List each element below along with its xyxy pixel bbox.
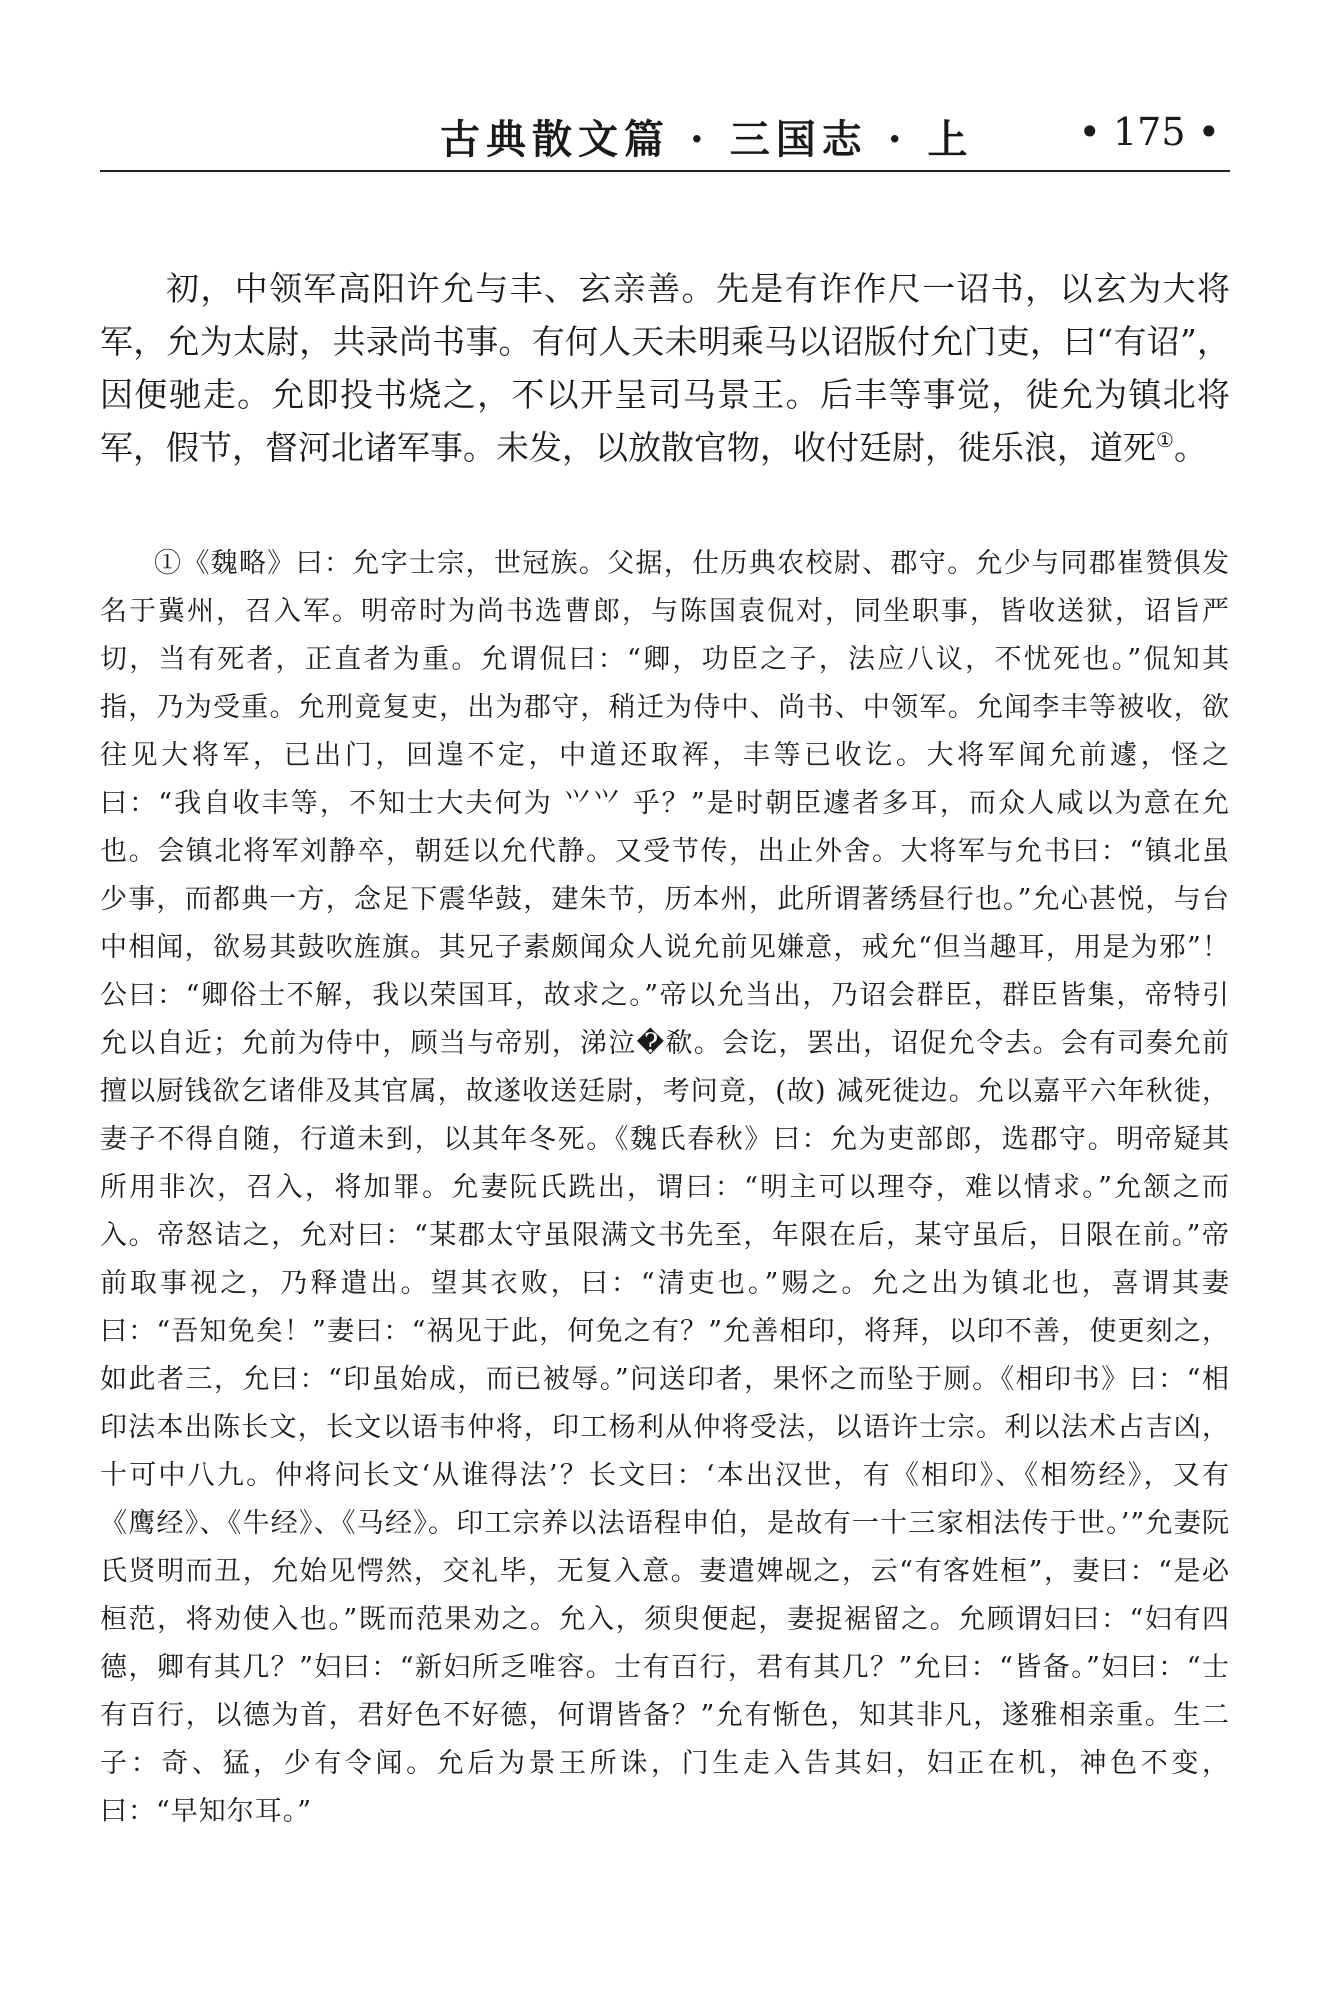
page-header (100, 100, 1230, 172)
main-paragraph-end: 。 (1173, 428, 1207, 467)
footnote-reference[interactable]: ① (1156, 428, 1174, 452)
footnote-text: ①《魏略》曰：允字士宗，世冠族。父据，仕历典农校尉、郡守。允少与同郡崔赞俱发名于冀州，召入军。明帝时为尚书选曹郎，与陈国袁侃对，同坐职事，皆收送狱，诏旨严切，当有死者，正直者为重。允谓侃曰：“卿，功臣之子，法应八议，不忧死也。”侃知其指，乃为受重。允刑竟复吏，出为郡守，稍迁为侍中、尚书、中领军。允闻李丰等被收，欲往见大将军，已出门，回遑不定，中道还取裈，丰等已收讫。大将军闻允前遽，怪之曰：“我自收丰等，不知士大夫何为 ⺍⺍ 乎？”是时朝臣遽者多耳，而众人咸以为意在允也。会镇北将军刘静卒，朝廷以允代静。又受节传，出止外舍。大将军与允书曰：“镇北虽少事，而都典一方，念足下震华鼓，建朱节，历本州，此所谓著绣昼行也。”允心甚悦，与台中相闻，欲易其鼓吹旌旗。其兄子素颇闻众人说允前见嫌意，戒允“但当趣耳，用是为邪”！公曰：“卿俗士不解，我以荣国耳，故求之。”帝以允当出，乃诏会群臣，群臣皆集，帝特引允以自近；允前为侍中，顾当与帝别，涕泣�欷。会讫，罢出，诏促允令去。会有司奏允前擅以厨钱欲乞诸俳及其官属，故遂收送廷尉，考问竟，(故) 减死徙边。允以嘉平六年秋徙，妻子不得自随，行道未到，以其年冬死。《魏氏春秋》曰：允为吏部郎，选郡守。明帝疑其所用非次，召入，将加罪。允妻阮氏跣出，谓曰：“明主可以理夺，难以情求。”允颔之而入。帝怒诘之，允对曰：“某郡太守虽限满文书先至，年限在后，某守虽后，日限在前。”帝前取事视之，乃释遣出。望其衣败，曰：“清吏也。”赐之。允之出为镇北也，喜谓其妻曰：“吾知免矣！”妻曰：“祸见于此，何免之有？”允善相印，将拜，以印不善，使更刻之，如此者三，允曰：“印虽始成，而已被辱。”问送印者，果怀之而坠于厕。《相印书》曰：“相印法本出陈长文，长文以语韦仲将，印工杨利从仲将受法，以语许士宗。利以法术占吉凶，十可中八九。仲将问长文‘从谁得法’？长文曰：‘本出汉世，有《相印》、《相笏经》，又有《鹰经》、《牛经》、《马经》。印工宗养以法语程申伯，是故有一十三家相法传于世。’”允妻阮氏贤明而丑，允始见愕然，交礼毕，无复入意。妻遣婢觇之，云“有客姓桓”，妻曰：“是必桓范，将劝使入也。”既而范果劝之。允入，须臾便起，妻捉裾留之。允顾谓妇曰：“妇有四德，卿有其几？”妇曰：“新妇所乏唯容。士有百行，君有其几？”允曰：“皆备。”妇曰：“士有百行，以德为首，君好色不好德，何谓皆备？”允有惭色，知其非凡，遂雅相亲重。生二子：奇、猛，少有令闻。允后为景王所诛，门生走入告其妇，妇正在机，神色不变，曰：“早知尔耳。” (100, 548, 1230, 1827)
main-paragraph (100, 262, 1230, 474)
running-title: 古典散文篇 · 三国志 · 上 (440, 116, 974, 163)
main-paragraph-text: 初，中领军高阳许允与丰、玄亲善。先是有诈作尺一诏书，以玄为大将军，允为太尉，共录尚书事。有何人天未明乘马以诏版付允门吏，曰“有诏”，因便驰走。允即投书烧之，不以开呈司马景王。后丰等事觉，徙允为镇北将军，假节，督河北诸军事。未发，以放散官物，收付廷尉，徙乐浪，道死 (100, 269, 1230, 467)
page-number: • 175 • (1078, 110, 1220, 154)
